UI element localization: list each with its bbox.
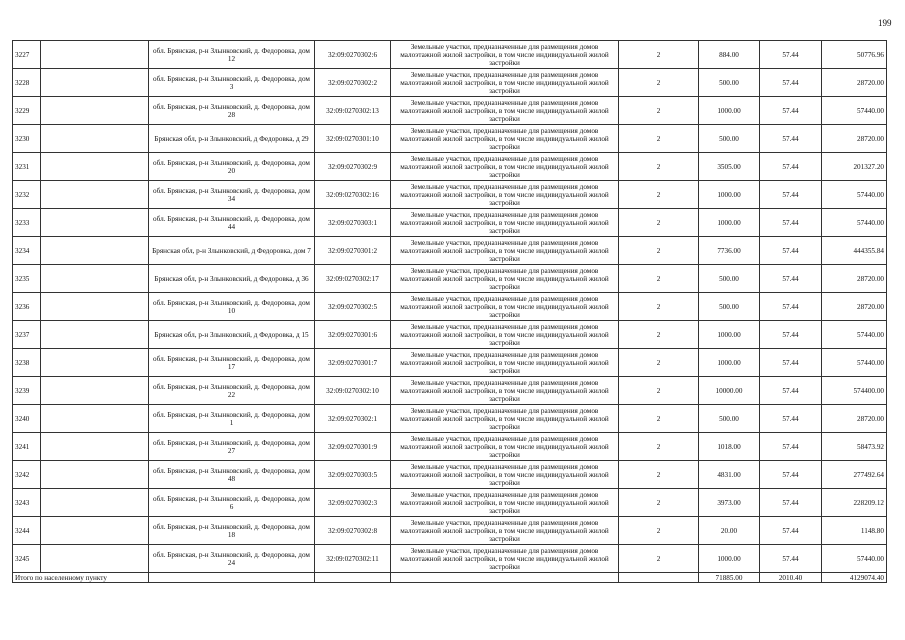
cadastral-value-cell: 57440.00 xyxy=(822,349,887,377)
total-rate: 2010.40 xyxy=(760,573,822,583)
land-category-cell: Земельные участки, предназначенные для размещения домов малоэтажной жилой застройки, в том числе индивидуальной жилой застройки xyxy=(391,69,619,97)
cadastral-number-cell: 32:09:0270301:10 xyxy=(315,125,391,153)
table-body xyxy=(13,41,887,573)
rate-cell: 57.44 xyxy=(760,517,822,545)
group-cell: 2 xyxy=(619,293,699,321)
group-cell: 2 xyxy=(619,69,699,97)
area-cell: 884.00 xyxy=(699,41,760,69)
group-cell: 2 xyxy=(619,405,699,433)
row-number: 3233 xyxy=(13,209,41,237)
table-row xyxy=(13,209,887,237)
rate-cell: 57.44 xyxy=(760,321,822,349)
cadastral-value-cell: 28720.00 xyxy=(822,69,887,97)
cadastral-number-cell: 32:09:0270301:9 xyxy=(315,433,391,461)
cadastral-value-cell: 28720.00 xyxy=(822,125,887,153)
area-cell: 3505.00 xyxy=(699,153,760,181)
cadastral-number-cell: 32:09:0270302:2 xyxy=(315,69,391,97)
table-row xyxy=(13,293,887,321)
address-cell: обл. Брянская, р-н Злынковский, д. Федоровка, дом 6 xyxy=(149,489,315,517)
address-cell: обл. Брянская, р-н Злынковский, д. Федоровка, дом 44 xyxy=(149,209,315,237)
cadastral-value-cell: 57440.00 xyxy=(822,545,887,573)
table-row xyxy=(13,265,887,293)
group-cell: 2 xyxy=(619,181,699,209)
table-row xyxy=(13,489,887,517)
row-number: 3240 xyxy=(13,405,41,433)
rate-cell: 57.44 xyxy=(760,377,822,405)
empty-cell xyxy=(41,321,149,349)
row-number: 3237 xyxy=(13,321,41,349)
group-cell: 2 xyxy=(619,433,699,461)
rate-cell: 57.44 xyxy=(760,405,822,433)
area-cell: 1018.00 xyxy=(699,433,760,461)
empty-cell xyxy=(41,125,149,153)
rate-cell: 57.44 xyxy=(760,69,822,97)
total-empty-group xyxy=(619,573,699,583)
rate-cell: 57.44 xyxy=(760,293,822,321)
rate-cell: 57.44 xyxy=(760,461,822,489)
group-cell: 2 xyxy=(619,41,699,69)
empty-cell xyxy=(41,377,149,405)
area-cell: 1000.00 xyxy=(699,349,760,377)
row-number: 3229 xyxy=(13,97,41,125)
total-empty-category xyxy=(391,573,619,583)
table-row xyxy=(13,181,887,209)
row-number: 3230 xyxy=(13,125,41,153)
table-row xyxy=(13,405,887,433)
cadastral-number-cell: 32:09:0270302:11 xyxy=(315,545,391,573)
area-cell: 10000.00 xyxy=(699,377,760,405)
table-row xyxy=(13,125,887,153)
land-category-cell: Земельные участки, предназначенные для размещения домов малоэтажной жилой застройки, в том числе индивидуальной жилой застройки xyxy=(391,433,619,461)
cadastral-value-cell: 57440.00 xyxy=(822,181,887,209)
address-cell: обл. Брянская, р-н Злынковский, д. Федоровка, дом 20 xyxy=(149,153,315,181)
empty-cell xyxy=(41,69,149,97)
empty-cell xyxy=(41,461,149,489)
table-row xyxy=(13,349,887,377)
rate-cell: 57.44 xyxy=(760,97,822,125)
cadastral-number-cell: 32:09:0270302:5 xyxy=(315,293,391,321)
land-category-cell: Земельные участки, предназначенные для размещения домов малоэтажной жилой застройки, в том числе индивидуальной жилой застройки xyxy=(391,349,619,377)
cadastral-number-cell: 32:09:0270303:5 xyxy=(315,461,391,489)
table-row xyxy=(13,97,887,125)
empty-cell xyxy=(41,153,149,181)
address-cell: обл. Брянская, р-н Злынковский, д. Федоровка, дом 27 xyxy=(149,433,315,461)
empty-cell xyxy=(41,489,149,517)
cadastral-number-cell: 32:09:0270302:1 xyxy=(315,405,391,433)
group-cell: 2 xyxy=(619,209,699,237)
rate-cell: 57.44 xyxy=(760,545,822,573)
table-row xyxy=(13,377,887,405)
cadastral-value-cell: 28720.00 xyxy=(822,293,887,321)
empty-cell xyxy=(41,41,149,69)
row-number: 3242 xyxy=(13,461,41,489)
area-cell: 500.00 xyxy=(699,265,760,293)
land-category-cell: Земельные участки, предназначенные для размещения домов малоэтажной жилой застройки, в том числе индивидуальной жилой застройки xyxy=(391,489,619,517)
land-category-cell: Земельные участки, предназначенные для размещения домов малоэтажной жилой застройки, в том числе индивидуальной жилой застройки xyxy=(391,517,619,545)
table-row xyxy=(13,69,887,97)
land-category-cell: Земельные участки, предназначенные для размещения домов малоэтажной жилой застройки, в том числе индивидуальной жилой застройки xyxy=(391,209,619,237)
row-number: 3239 xyxy=(13,377,41,405)
land-category-cell: Земельные участки, предназначенные для размещения домов малоэтажной жилой застройки, в том числе индивидуальной жилой застройки xyxy=(391,97,619,125)
row-number: 3234 xyxy=(13,237,41,265)
address-cell: обл. Брянская, р-н Злынковский, д. Федоровка, дом 48 xyxy=(149,461,315,489)
table-row xyxy=(13,517,887,545)
area-cell: 1000.00 xyxy=(699,181,760,209)
empty-cell xyxy=(41,405,149,433)
area-cell: 1000.00 xyxy=(699,209,760,237)
table-row xyxy=(13,461,887,489)
address-cell: обл. Брянская, р-н Злынковский, д. Федоровка, дом 24 xyxy=(149,545,315,573)
cadastral-value-cell: 28720.00 xyxy=(822,265,887,293)
area-cell: 20.00 xyxy=(699,517,760,545)
empty-cell xyxy=(41,209,149,237)
row-number: 3236 xyxy=(13,293,41,321)
cadastral-value-cell: 444355.84 xyxy=(822,237,887,265)
group-cell: 2 xyxy=(619,153,699,181)
cadastral-number-cell: 32:09:0270301:7 xyxy=(315,349,391,377)
total-row xyxy=(13,573,887,583)
group-cell: 2 xyxy=(619,97,699,125)
address-cell: обл. Брянская, р-н Злынковский, д. Федоровка, дом 28 xyxy=(149,97,315,125)
cadastral-value-cell: 58473.92 xyxy=(822,433,887,461)
area-cell: 3973.00 xyxy=(699,489,760,517)
area-cell: 1000.00 xyxy=(699,97,760,125)
empty-cell xyxy=(41,181,149,209)
group-cell: 2 xyxy=(619,489,699,517)
address-cell: Брянская обл, р-н Злынковский, д Федоровка, д 36 xyxy=(149,265,315,293)
empty-cell xyxy=(41,433,149,461)
rate-cell: 57.44 xyxy=(760,433,822,461)
total-value: 4129074.40 xyxy=(822,573,887,583)
cadastral-value-cell: 228209.12 xyxy=(822,489,887,517)
cadastral-value-cell: 57440.00 xyxy=(822,97,887,125)
cadastral-value-cell: 201327.20 xyxy=(822,153,887,181)
land-category-cell: Земельные участки, предназначенные для размещения домов малоэтажной жилой застройки, в том числе индивидуальной жилой застройки xyxy=(391,125,619,153)
cadastral-value-cell: 1148.80 xyxy=(822,517,887,545)
total-empty-address xyxy=(149,573,315,583)
area-cell: 4831.00 xyxy=(699,461,760,489)
group-cell: 2 xyxy=(619,265,699,293)
cadastral-number-cell: 32:09:0270303:1 xyxy=(315,209,391,237)
area-cell: 500.00 xyxy=(699,69,760,97)
table-row xyxy=(13,433,887,461)
land-category-cell: Земельные участки, предназначенные для размещения домов малоэтажной жилой застройки, в том числе индивидуальной жилой застройки xyxy=(391,461,619,489)
land-category-cell: Земельные участки, предназначенные для размещения домов малоэтажной жилой застройки, в том числе индивидуальной жилой застройки xyxy=(391,237,619,265)
rate-cell: 57.44 xyxy=(760,41,822,69)
empty-cell xyxy=(41,237,149,265)
cadastral-number-cell: 32:09:0270302:10 xyxy=(315,377,391,405)
group-cell: 2 xyxy=(619,321,699,349)
row-number: 3235 xyxy=(13,265,41,293)
area-cell: 7736.00 xyxy=(699,237,760,265)
group-cell: 2 xyxy=(619,377,699,405)
land-plots-table xyxy=(12,40,887,583)
rate-cell: 57.44 xyxy=(760,265,822,293)
row-number: 3238 xyxy=(13,349,41,377)
address-cell: обл. Брянская, р-н Злынковский, д. Федоровка, дом 12 xyxy=(149,41,315,69)
empty-cell xyxy=(41,265,149,293)
address-cell: обл. Брянская, р-н Злынковский, д. Федоровка, дом 1 xyxy=(149,405,315,433)
cadastral-number-cell: 32:09:0270302:8 xyxy=(315,517,391,545)
area-cell: 1000.00 xyxy=(699,321,760,349)
cadastral-value-cell: 277492.64 xyxy=(822,461,887,489)
rate-cell: 57.44 xyxy=(760,349,822,377)
rate-cell: 57.44 xyxy=(760,237,822,265)
row-number: 3227 xyxy=(13,41,41,69)
cadastral-value-cell: 57440.00 xyxy=(822,321,887,349)
land-category-cell: Земельные участки, предназначенные для размещения домов малоэтажной жилой застройки, в том числе индивидуальной жилой застройки xyxy=(391,405,619,433)
address-cell: обл. Брянская, р-н Злынковский, д. Федоровка, дом 17 xyxy=(149,349,315,377)
address-cell: Брянская обл, р-н Злынковский, д Федоровка, дом 7 xyxy=(149,237,315,265)
address-cell: обл. Брянская, р-н Злынковский, д. Федоровка, дом 22 xyxy=(149,377,315,405)
area-cell: 500.00 xyxy=(699,293,760,321)
page-number: 199 xyxy=(878,18,892,28)
land-category-cell: Земельные участки, предназначенные для размещения домов малоэтажной жилой застройки, в том числе индивидуальной жилой застройки xyxy=(391,545,619,573)
rate-cell: 57.44 xyxy=(760,181,822,209)
row-number: 3241 xyxy=(13,433,41,461)
cadastral-number-cell: 32:09:0270302:16 xyxy=(315,181,391,209)
area-cell: 500.00 xyxy=(699,405,760,433)
table-row xyxy=(13,41,887,69)
rate-cell: 57.44 xyxy=(760,153,822,181)
rate-cell: 57.44 xyxy=(760,125,822,153)
address-cell: Брянская обл, р-н Злынковский, д Федоровка, д 29 xyxy=(149,125,315,153)
land-category-cell: Земельные участки, предназначенные для размещения домов малоэтажной жилой застройки, в том числе индивидуальной жилой застройки xyxy=(391,377,619,405)
row-number: 3232 xyxy=(13,181,41,209)
land-category-cell: Земельные участки, предназначенные для размещения домов малоэтажной жилой застройки, в том числе индивидуальной жилой застройки xyxy=(391,265,619,293)
land-category-cell: Земельные участки, предназначенные для размещения домов малоэтажной жилой застройки, в том числе индивидуальной жилой застройки xyxy=(391,181,619,209)
land-category-cell: Земельные участки, предназначенные для размещения домов малоэтажной жилой застройки, в том числе индивидуальной жилой застройки xyxy=(391,153,619,181)
address-cell: обл. Брянская, р-н Злынковский, д. Федоровка, дом 18 xyxy=(149,517,315,545)
land-category-cell: Земельные участки, предназначенные для размещения домов малоэтажной жилой застройки, в том числе индивидуальной жилой застройки xyxy=(391,293,619,321)
group-cell: 2 xyxy=(619,349,699,377)
land-category-cell: Земельные участки, предназначенные для размещения домов малоэтажной жилой застройки, в том числе индивидуальной жилой застройки xyxy=(391,41,619,69)
address-cell: обл. Брянская, р-н Злынковский, д. Федоровка, дом 34 xyxy=(149,181,315,209)
address-cell: обл. Брянская, р-н Злынковский, д. Федоровка, дом 10 xyxy=(149,293,315,321)
empty-cell xyxy=(41,545,149,573)
cadastral-value-cell: 574400.00 xyxy=(822,377,887,405)
empty-cell xyxy=(41,517,149,545)
cadastral-number-cell: 32:09:0270302:6 xyxy=(315,41,391,69)
cadastral-value-cell: 28720.00 xyxy=(822,405,887,433)
row-number: 3228 xyxy=(13,69,41,97)
row-number: 3231 xyxy=(13,153,41,181)
row-number: 3244 xyxy=(13,517,41,545)
cadastral-number-cell: 32:09:0270302:3 xyxy=(315,489,391,517)
table-row xyxy=(13,153,887,181)
cadastral-value-cell: 57440.00 xyxy=(822,209,887,237)
area-cell: 1000.00 xyxy=(699,545,760,573)
rate-cell: 57.44 xyxy=(760,209,822,237)
empty-cell xyxy=(41,293,149,321)
group-cell: 2 xyxy=(619,237,699,265)
table-row xyxy=(13,545,887,573)
row-number: 3243 xyxy=(13,489,41,517)
group-cell: 2 xyxy=(619,517,699,545)
cadastral-number-cell: 32:09:0270302:17 xyxy=(315,265,391,293)
group-cell: 2 xyxy=(619,545,699,573)
group-cell: 2 xyxy=(619,461,699,489)
cadastral-value-cell: 50776.96 xyxy=(822,41,887,69)
land-category-cell: Земельные участки, предназначенные для размещения домов малоэтажной жилой застройки, в том числе индивидуальной жилой застройки xyxy=(391,321,619,349)
cadastral-number-cell: 32:09:0270302:13 xyxy=(315,97,391,125)
group-cell: 2 xyxy=(619,125,699,153)
table-row xyxy=(13,237,887,265)
table-row xyxy=(13,321,887,349)
address-cell: обл. Брянская, р-н Злынковский, д. Федоровка, дом 3 xyxy=(149,69,315,97)
total-label: Итого по населенному пункту xyxy=(13,573,149,583)
empty-cell xyxy=(41,97,149,125)
total-area: 71885.00 xyxy=(699,573,760,583)
row-number: 3245 xyxy=(13,545,41,573)
address-cell: Брянская обл, р-н Злынковский, д Федоровка, д 15 xyxy=(149,321,315,349)
cadastral-number-cell: 32:09:0270302:9 xyxy=(315,153,391,181)
cadastral-number-cell: 32:09:0270301:2 xyxy=(315,237,391,265)
area-cell: 500.00 xyxy=(699,125,760,153)
rate-cell: 57.44 xyxy=(760,489,822,517)
empty-cell xyxy=(41,349,149,377)
cadastral-number-cell: 32:09:0270301:6 xyxy=(315,321,391,349)
total-empty-cadastral xyxy=(315,573,391,583)
